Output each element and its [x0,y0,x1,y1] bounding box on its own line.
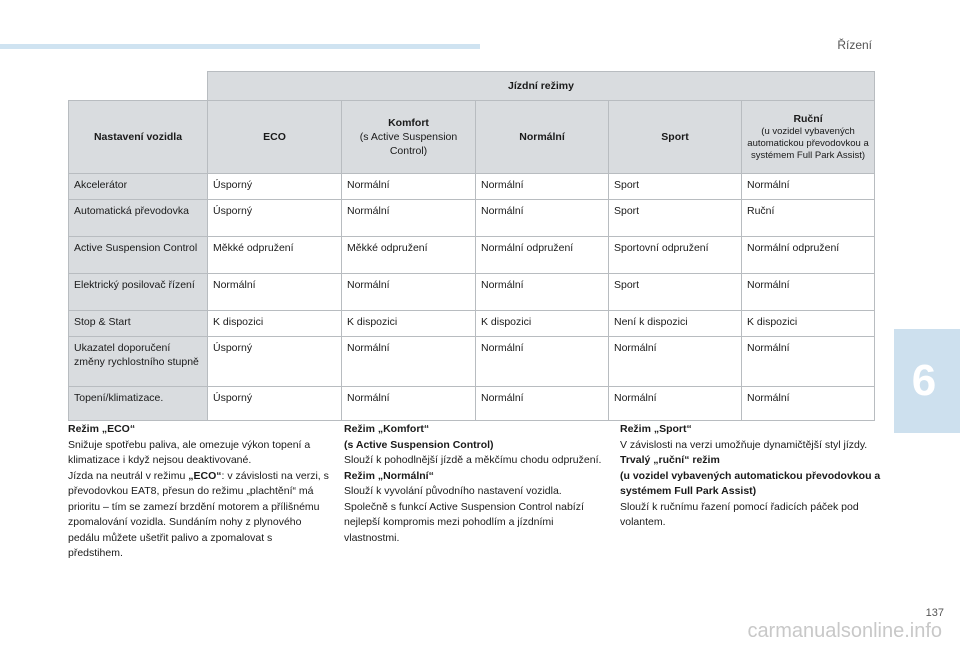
komfort-mode-description: Slouží k pohodlnější jízdě a měkčímu chodu odpružení. [344,454,602,466]
cell-normalni: Normální [476,337,609,387]
cell-sport: Není k dispozici [609,311,742,337]
cell-komfort: K dispozici [342,311,476,337]
cell-rucni: K dispozici [742,311,875,337]
cell-komfort: Normální [342,337,476,387]
table-row [69,200,875,237]
row-label: Ukazatel doporučení změny rychlostního stupně [69,337,208,387]
row-label: Topení/klimatizace. [69,387,208,421]
column-header-komfort-label: Komfort [388,116,429,129]
column-header-eco: ECO [208,101,342,174]
eco-mode-section [68,422,330,562]
section-title: Řízení [837,38,872,52]
table-row [69,174,875,200]
group-header: Jízdní režimy [208,72,875,101]
cell-normalni: Normální [476,174,609,200]
cell-normalni: Normální [476,387,609,421]
cell-komfort: Normální [342,200,476,237]
eco-mode-neutral-paragraph [68,469,330,562]
row-label: Elektrický posilovač řízení [69,274,208,311]
cell-sport: Sportovní odpružení [609,237,742,274]
rucni-mode-subtitle: (u vozidel vybavených automatickou převodovkou a systémem Full Park Assist) [620,469,881,497]
sport-mode-description: V závislosti na verzi umožňuje dynamičtější styl jízdy. [620,438,868,451]
chapter-tab: 6 [894,329,960,433]
column-header-setting: Nastavení vozidla [69,101,208,174]
cell-sport: Normální [609,387,742,421]
cell-komfort: Normální [342,387,476,421]
row-label: Stop & Start [69,311,208,337]
cell-eco: K dispozici [208,311,342,337]
cell-normalni: Normální odpružení [476,237,609,274]
table-row [69,311,875,337]
eco-neutral-text-start: Jízda na neutrál v režimu [68,469,189,482]
cell-rucni: Normální [742,337,875,387]
column-header-normalni: Normální [476,101,609,174]
column-header-komfort [342,101,476,174]
row-label: Active Suspension Control [69,237,208,274]
normalni-mode-title: Režim „Normální“ [344,469,434,482]
cell-sport: Sport [609,274,742,311]
cell-rucni: Normální [742,174,875,200]
driving-modes-table [68,71,875,421]
komfort-mode-title: Režim „Komfort“ [344,423,430,435]
rucni-mode-title: Trvalý „ruční“ režim [620,454,720,466]
cell-rucni: Normální [742,387,875,421]
sport-mode-title: Režim „Sport“ [620,423,692,435]
page-number: 137 [925,607,944,619]
sport-rucni-section [620,422,882,531]
column-header-komfort-note: (s Active Suspension Control) [359,130,458,158]
cell-komfort: Měkké odpružení [342,237,476,274]
table-row [69,274,875,311]
rucni-mode-description: Slouží k ručnímu řazení pomocí řadicích páček pod volantem. [620,500,859,528]
cell-komfort: Normální [342,274,476,311]
komfort-mode-subtitle: (s Active Suspension Control) [344,438,494,451]
cell-sport: Sport [609,174,742,200]
row-label: Automatická převodovka [69,200,208,237]
cell-sport: Sport [609,200,742,237]
normalni-mode-description: Slouží k vyvolání původního nastavení vozidla. Společně s funkcí Active Suspension Control nabízí nejlepší kompromis mezi pohodlím a jízdními vlastnostmi. [344,485,584,544]
eco-mode-title: Režim „ECO“ [68,423,136,435]
cell-eco: Úsporný [208,337,342,387]
cell-sport: Normální [609,337,742,387]
cell-eco: Úsporný [208,174,342,200]
cell-eco: Měkké odpružení [208,237,342,274]
cell-eco: Úsporný [208,387,342,421]
cell-rucni: Ruční [742,200,875,237]
cell-rucni: Normální [742,274,875,311]
cell-normalni: K dispozici [476,311,609,337]
cell-eco: Normální [208,274,342,311]
watermark: carmanualsonline.info [747,620,942,642]
eco-mode-description: Snižuje spotřebu paliva, ale omezuje výkon topení a klimatizace i když nejsou deaktivované. [68,438,311,466]
cell-eco: Úsporný [208,200,342,237]
komfort-normalni-section [344,422,606,546]
eco-neutral-text-rest: : v závislosti na verzi, s převodovkou EAT8, přesun do režimu „plachtění“ má prioritu – tím se zamezí brzdění motorem a přílišnému zpomalování vozidla. Sundáním nohy z plynového pedálu můžete ušetřit palivo a zpomalovat s předstihem. [68,469,329,559]
cell-normalni: Normální [476,274,609,311]
table-corner [69,72,208,101]
column-header-rucni [742,101,875,174]
column-header-sport: Sport [609,101,742,174]
column-header-rucni-note: (u vozidel vybavených automatickou převodovkou a systémem Full Park Assist) [747,126,869,162]
table-row [69,337,875,387]
column-header-rucni-label: Ruční [793,113,823,126]
table-row [69,387,875,421]
cell-rucni: Normální odpružení [742,237,875,274]
cell-komfort: Normální [342,174,476,200]
table-row [69,237,875,274]
eco-neutral-text-highlight: „ECO“ [188,469,222,482]
header-accent-bar [0,44,480,49]
row-label: Akcelerátor [69,174,208,200]
cell-normalni: Normální [476,200,609,237]
